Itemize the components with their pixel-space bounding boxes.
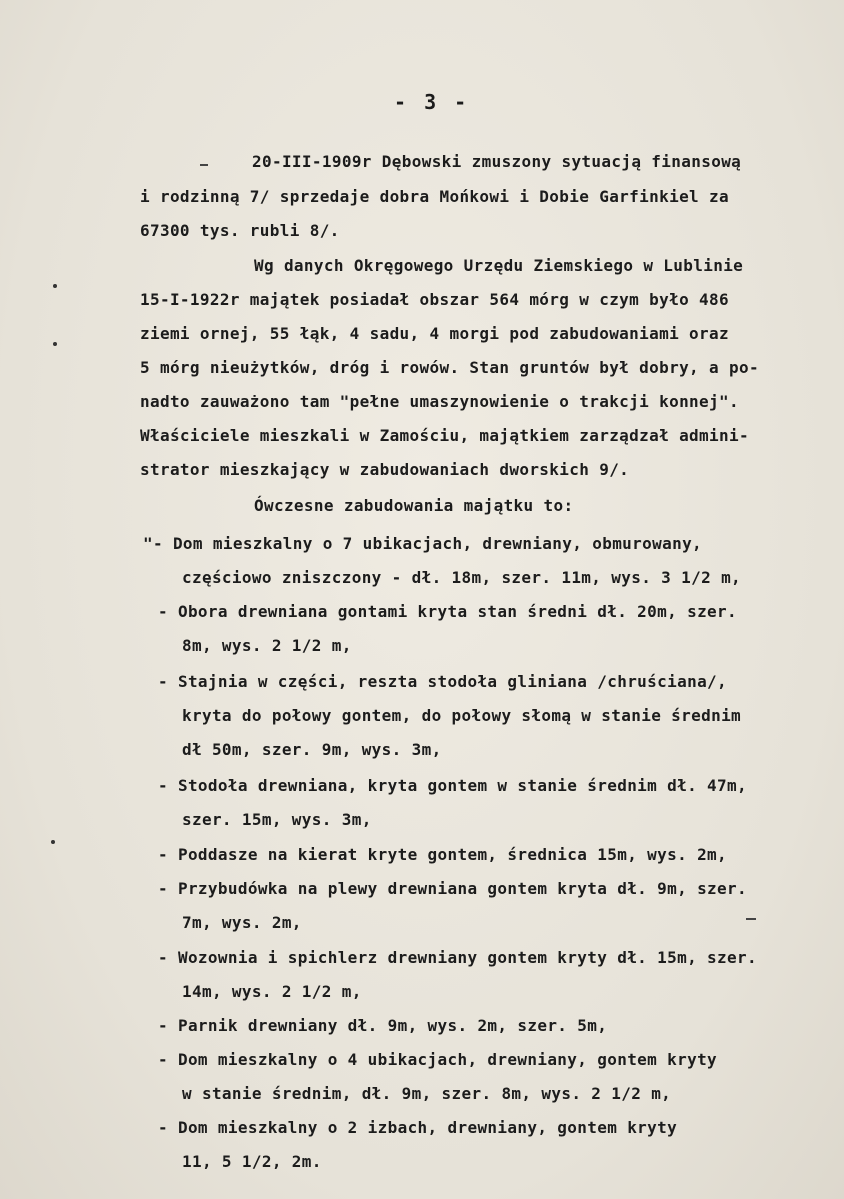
page-number: - 3 -: [394, 90, 470, 114]
list-item: dł 50m, szer. 9m, wys. 3m,: [182, 740, 442, 759]
list-item: - Poddasze na kierat kryte gontem, średnica 15m, wys. 2m,: [158, 845, 728, 864]
text-line: nadto zauważono tam "pełne umaszynowienie o trakcji konnej".: [140, 392, 739, 411]
list-item: 14m, wys. 2 1/2 m,: [182, 982, 362, 1001]
list-item: - Stodoła drewniana, kryta gontem w stanie średnim dł. 47m,: [158, 776, 747, 795]
list-item: "- Dom mieszkalny o 7 ubikacjach, drewniany, obmurowany,: [143, 534, 703, 553]
punch-hole-mark: [53, 284, 57, 288]
text-line: 20-III-1909r Dębowski zmuszony sytuacją finansową: [252, 152, 742, 171]
list-item: - Dom mieszkalny o 4 ubikacjach, drewniany, gontem kryty: [158, 1050, 718, 1069]
list-item: 7m, wys. 2m,: [182, 913, 302, 932]
text-line: ziemi ornej, 55 łąk, 4 sadu, 4 morgi pod zabudowaniami oraz: [140, 324, 729, 343]
text-line: 5 mórg nieużytków, dróg i rowów. Stan gruntów był dobry, a po-: [140, 358, 759, 377]
stray-mark: [746, 918, 756, 920]
text-line: Właściciele mieszkali w Zamościu, majątkiem zarządzał admini-: [140, 426, 749, 445]
list-item: - Wozownia i spichlerz drewniany gontem kryty dł. 15m, szer.: [158, 948, 757, 967]
punch-hole-mark: [51, 840, 55, 844]
list-item: - Parnik drewniany dł. 9m, wys. 2m, szer. 5m,: [158, 1016, 608, 1035]
list-item: częściowo zniszczony - dł. 18m, szer. 11m, wys. 3 1/2 m,: [182, 568, 742, 587]
list-item: - Stajnia w części, reszta stodoła gliniana /chruściana/,: [158, 672, 728, 691]
text-line: 15-I-1922r majątek posiadał obszar 564 mórg w czym było 486: [140, 290, 729, 309]
stray-mark: [200, 164, 208, 166]
text-line: Wg danych Okręgowego Urzędu Ziemskiego w Lublinie: [254, 256, 744, 275]
text-line: i rodzinną 7/ sprzedaje dobra Mońkowi i Dobie Garfinkiel za: [140, 187, 729, 206]
text-line: 67300 tys. rubli 8/.: [140, 221, 340, 240]
list-item: - Obora drewniana gontami kryta stan średni dł. 20m, szer.: [158, 602, 738, 621]
list-item: 8m, wys. 2 1/2 m,: [182, 636, 352, 655]
list-item: - Przybudówka na plewy drewniana gontem kryta dł. 9m, szer.: [158, 879, 747, 898]
list-item: kryta do połowy gontem, do połowy słomą w stanie średnim: [182, 706, 742, 725]
list-item: szer. 15m, wys. 3m,: [182, 810, 372, 829]
text-line: Ówczesne zabudowania majątku to:: [254, 496, 574, 515]
list-item: 11, 5 1/2, 2m.: [182, 1152, 322, 1171]
punch-hole-mark: [53, 342, 57, 346]
list-item: w stanie średnim, dł. 9m, szer. 8m, wys. 2 1/2 m,: [182, 1084, 672, 1103]
text-line: strator mieszkający w zabudowaniach dworskich 9/.: [140, 460, 630, 479]
list-item: - Dom mieszkalny o 2 izbach, drewniany, gontem kryty: [158, 1118, 678, 1137]
